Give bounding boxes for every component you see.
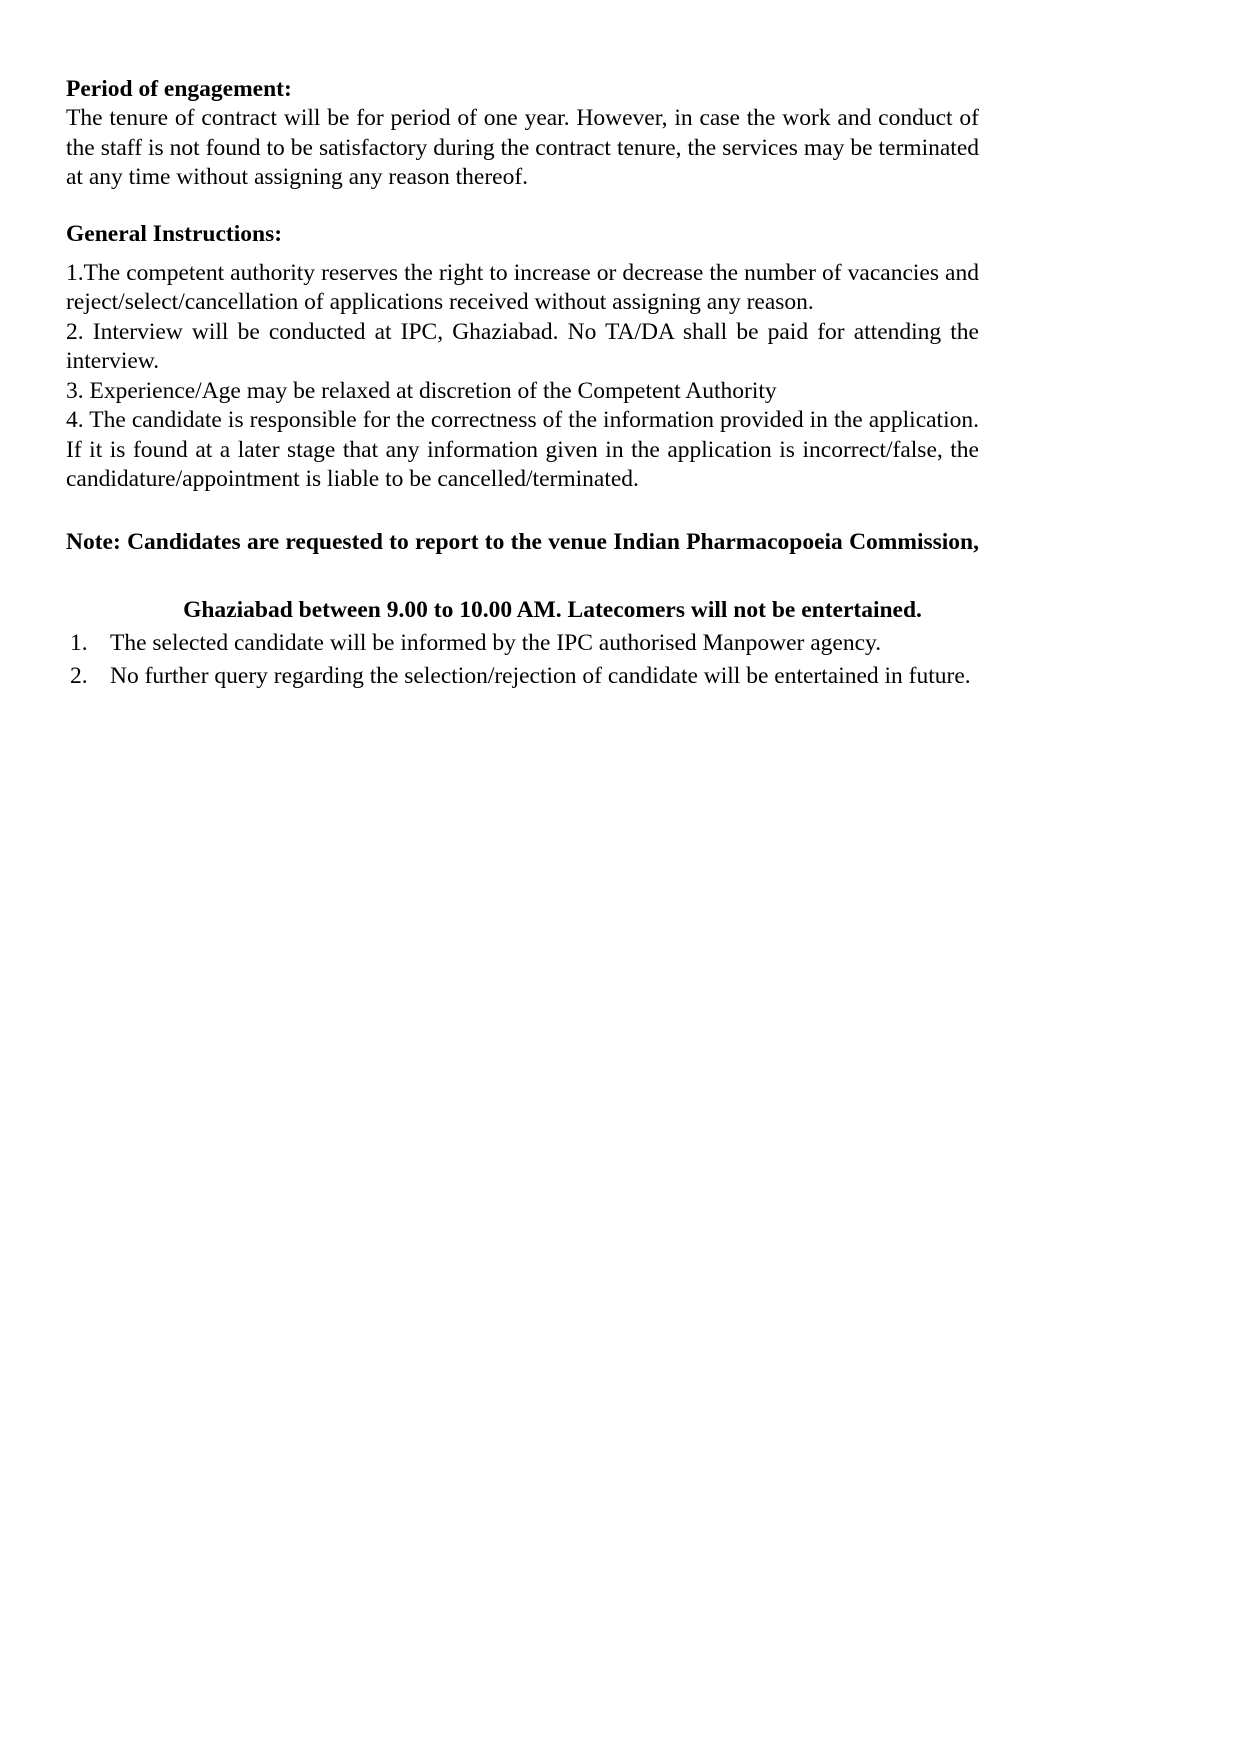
list-item-marker: 1. xyxy=(70,629,88,656)
list-item-marker: 2. xyxy=(70,662,88,689)
final-numbered-list xyxy=(66,627,979,693)
list-item-text: No further query regarding the selection/rejection of candidate will be entertained in future. xyxy=(110,662,971,689)
list-item-text: The selected candidate will be informed by the IPC authorised Manpower agency. xyxy=(110,629,882,656)
spacer xyxy=(66,249,979,259)
list-item xyxy=(66,627,979,660)
instruction-item-4: 4. The candidate is responsible for the correctness of the information provided in the application. If it is found at a later stage that any information given in the application is incorrect/false, the candidature/appointment is liable to be cancelled/terminated. xyxy=(66,407,979,492)
spacer xyxy=(66,193,979,219)
heading-general-instructions: General Instructions: xyxy=(66,220,283,247)
document-body xyxy=(66,74,979,693)
list-item xyxy=(66,660,979,693)
instruction-item-1: 1.The competent authority reserves the right to increase or decrease the number of vacancies and reject/select/cancellation of applications received without assigning any reason. xyxy=(66,259,979,315)
note-line-1: Note: Candidates are requested to report to the venue Indian Pharmacopoeia Commission, xyxy=(66,528,979,555)
spacer xyxy=(66,495,979,525)
instruction-item-3: 3. Experience/Age may be relaxed at discretion of the Competent Authority xyxy=(66,377,777,404)
heading-period-of-engagement: Period of engagement: xyxy=(66,76,292,102)
note-line-2: Ghaziabad between 9.00 to 10.00 AM. Latecomers will not be entertained. xyxy=(183,596,922,623)
paragraph-period-of-engagement: The tenure of contract will be for period of one year. However, in case the work and conduct of the staff is not found to be satisfactory during the contract tenure, the services may be terminated at any time without assigning any reason thereof. xyxy=(66,105,979,190)
instruction-item-2: 2. Interview will be conducted at IPC, Ghaziabad. No TA/DA shall be paid for attending the interview. xyxy=(66,318,979,374)
